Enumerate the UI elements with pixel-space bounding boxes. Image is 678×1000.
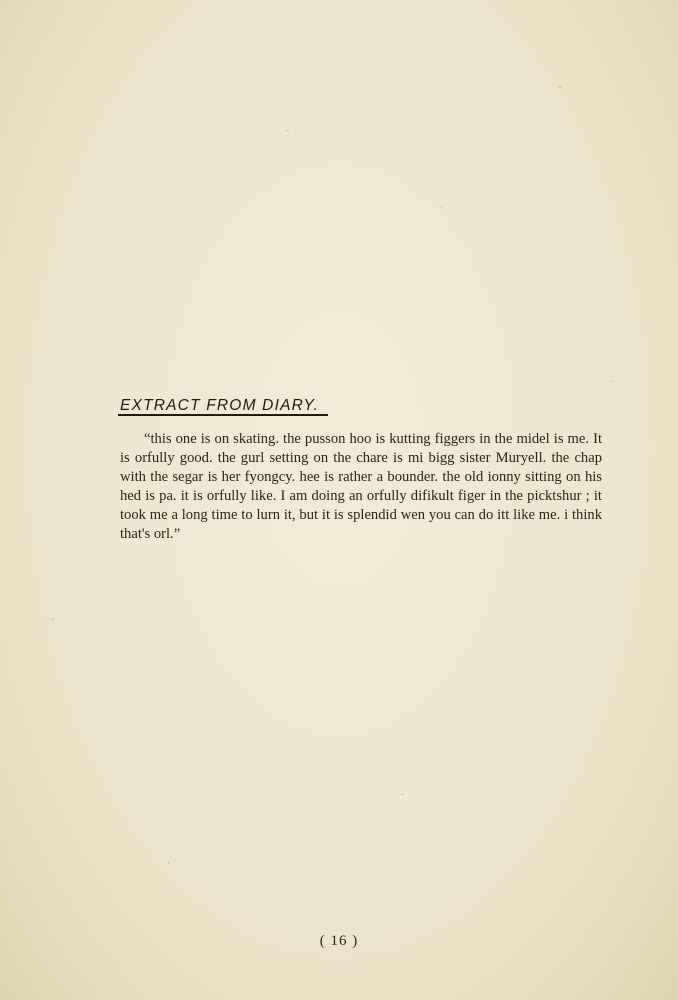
heading-underline — [118, 414, 328, 416]
paper-speck — [441, 206, 442, 209]
paper-speck — [612, 381, 614, 382]
paper-speck — [286, 130, 289, 131]
diary-extract-text: “this one is on skating. the pusson hoo is kutting figgers in the midel is me. It is orfully good. the gurl setting on the chare is mi bigg sister Muryell. the chap with the segar is her fyongcy. hee is rather a bounder. the old ionny sitting on his hed is pa. it is orfully like. I am doing an orfully difikult figer in the picktshur ; it took me a long time to lurn it, but it is splendid wen you can do itt like me. i think that's orl.” — [120, 431, 602, 542]
paper-speck — [52, 618, 54, 620]
page-heading: EXTRACT FROM DIARY. — [120, 397, 320, 414]
paper-speck — [559, 86, 561, 88]
paper-speck — [401, 794, 404, 795]
paper-speck — [168, 862, 169, 864]
page-number: ( 16 ) — [319, 933, 359, 949]
